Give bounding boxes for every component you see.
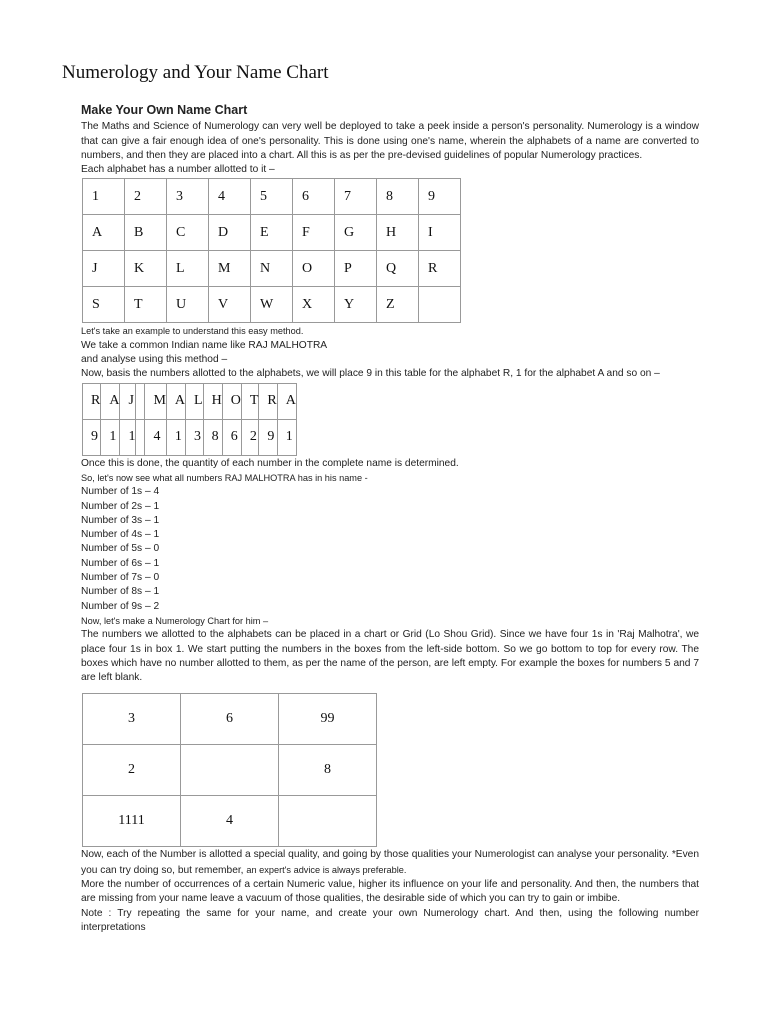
table-cell: 1 [166,419,185,455]
table-cell: S [83,287,125,323]
table-cell: H [377,215,419,251]
closing-paragraph-2: More the number of occurrences of a certain Numeric value, higher its influence on your life and personality. And then, the numbers that are missing from your name leave a vacuum of those qualities, the desirable side of which you can try to gain or imbibe. [81,879,699,905]
table-cell: 1 [83,179,125,215]
table-cell: L [186,383,204,419]
intro-paragraph: The Maths and Science of Numerology can very well be deployed to take a peek inside a person's personality. Numerology is a window that can give a fair enough idea of one's personality. This is done using one's name, wherein the alphabets of a name are converted to numbers, and then they are placed into a chart. All this is as per the pre-devised guidelines of popular Numerology practices. [81,121,699,161]
table-cell: U [167,287,209,323]
count-item: Number of 3s – 1 [81,514,160,526]
grid-cell: 99 [279,694,377,745]
table-cell: J [83,251,125,287]
name-number-table [82,383,297,456]
count-item: Number of 1s – 4 [81,486,160,498]
table-row [83,419,297,455]
example-lines [81,324,699,381]
table-row [83,383,297,419]
table-cell: 4 [209,179,251,215]
table-cell [136,383,145,419]
closing-text: Now, each of the Number is allotted a special quality, and going by those qualities your Numerologist can analyse your personality. *Even you can try doing so, but remember, [81,849,699,876]
closing-advice: an expert's advice is always preferable. [246,864,407,875]
table-cell: G [335,215,377,251]
table-row [83,251,461,287]
grid-paragraph: The numbers we allotted to the alphabets can be placed in a chart or Grid (Lo Shou Grid). Since we have four 1s in 'Raj Malhotra', we place four 1s in box 1. We start putting the numbers in the boxes from the left-side bottom. So we go bottom to top for every row. The boxes which have no number allotted to them, as per the name of the person, are left empty. For example the boxes for numbers 5 and 7 are left blank. [81,629,699,684]
example-line: and analyse using this method – [81,354,228,366]
quantity-note: Once this is done, the quantity of each number in the complete name is determined. [81,457,459,469]
table-cell: 1 [277,419,296,455]
table-cell: 3 [167,179,209,215]
alphabet-number-table [82,178,461,323]
table-cell: M [209,251,251,287]
alphabet-note: Each alphabet has a number allotted to it – [81,164,275,176]
table-cell: R [83,383,101,419]
table-cell: T [241,383,259,419]
grid-cell: 4 [181,796,279,847]
table-row [83,179,461,215]
table-cell: M [145,383,166,419]
example-line: We take a common Indian name like RAJ MALHOTRA [81,339,328,351]
table-cell: 8 [203,419,222,455]
table-cell: Y [335,287,377,323]
table-row [83,287,461,323]
table-cell: P [335,251,377,287]
table-cell: Z [377,287,419,323]
grid-cell [279,796,377,847]
table-cell: 3 [186,419,204,455]
table-cell: X [293,287,335,323]
see-note: So, let's now see what all numbers RAJ MALHOTRA has in his name - [81,472,368,483]
table-row [83,215,461,251]
count-item: Number of 5s – 0 [81,543,160,555]
table-cell: A [101,383,120,419]
table-cell: 2 [125,179,167,215]
grid-cell: 2 [83,745,181,796]
table-cell: K [125,251,167,287]
table-cell: C [167,215,209,251]
table-cell: R [259,383,277,419]
table-cell: 1 [101,419,120,455]
table-cell: A [166,383,185,419]
table-cell: R [419,251,461,287]
table-cell: I [419,215,461,251]
table-cell: D [209,215,251,251]
table-cell: O [293,251,335,287]
grid-cell [181,745,279,796]
table-cell: 9 [259,419,277,455]
table-row [83,694,377,745]
table-cell: A [277,383,296,419]
table-row [83,796,377,847]
table-cell: 6 [222,419,241,455]
table-cell: N [251,251,293,287]
closing-paragraph-3: Note : Try repeating the same for your name, and create your own Numerology chart. And then, using the following number interpretations [81,907,699,933]
table-cell: 9 [83,419,101,455]
table-cell: J [120,383,136,419]
number-counts-list [81,485,699,614]
table-cell: 7 [335,179,377,215]
table-cell: V [209,287,251,323]
count-item: Number of 7s – 0 [81,572,160,584]
grid-cell: 8 [279,745,377,796]
table-cell: 2 [241,419,259,455]
table-cell: 5 [251,179,293,215]
table-cell: 4 [145,419,166,455]
grid-cell: 1111 [83,796,181,847]
table-cell: 1 [120,419,136,455]
example-line: Now, basis the numbers allotted to the alphabets, we will place 9 in this table for the alphabet R, 1 for the alphabet A and so on – [81,368,660,380]
section-heading: Make Your Own Name Chart [81,103,248,117]
table-cell: L [167,251,209,287]
table-cell: B [125,215,167,251]
count-item: Number of 4s – 1 [81,529,160,541]
table-cell: A [83,215,125,251]
lo-shu-grid [82,693,377,847]
example-line: Let's take an example to understand this easy method. [81,326,304,337]
table-cell: E [251,215,293,251]
table-cell: O [222,383,241,419]
table-cell [419,287,461,323]
table-cell: T [125,287,167,323]
table-cell [136,419,145,455]
count-item: Number of 2s – 1 [81,500,160,512]
grid-cell: 3 [83,694,181,745]
table-cell: 8 [377,179,419,215]
closing-paragraph-1 [81,848,699,878]
count-item: Number of 8s – 1 [81,586,160,598]
page-title: Numerology and Your Name Chart [62,62,329,83]
grid-cell: 6 [181,694,279,745]
table-cell: F [293,215,335,251]
article-body [81,103,699,935]
table-cell: 6 [293,179,335,215]
table-cell: H [203,383,222,419]
table-row [83,745,377,796]
table-cell: Q [377,251,419,287]
count-item: Number of 9s – 2 [81,600,160,612]
table-cell: W [251,287,293,323]
chart-intro: Now, let's make a Numerology Chart for him – [81,615,269,626]
count-item: Number of 6s – 1 [81,557,160,569]
table-cell: 9 [419,179,461,215]
